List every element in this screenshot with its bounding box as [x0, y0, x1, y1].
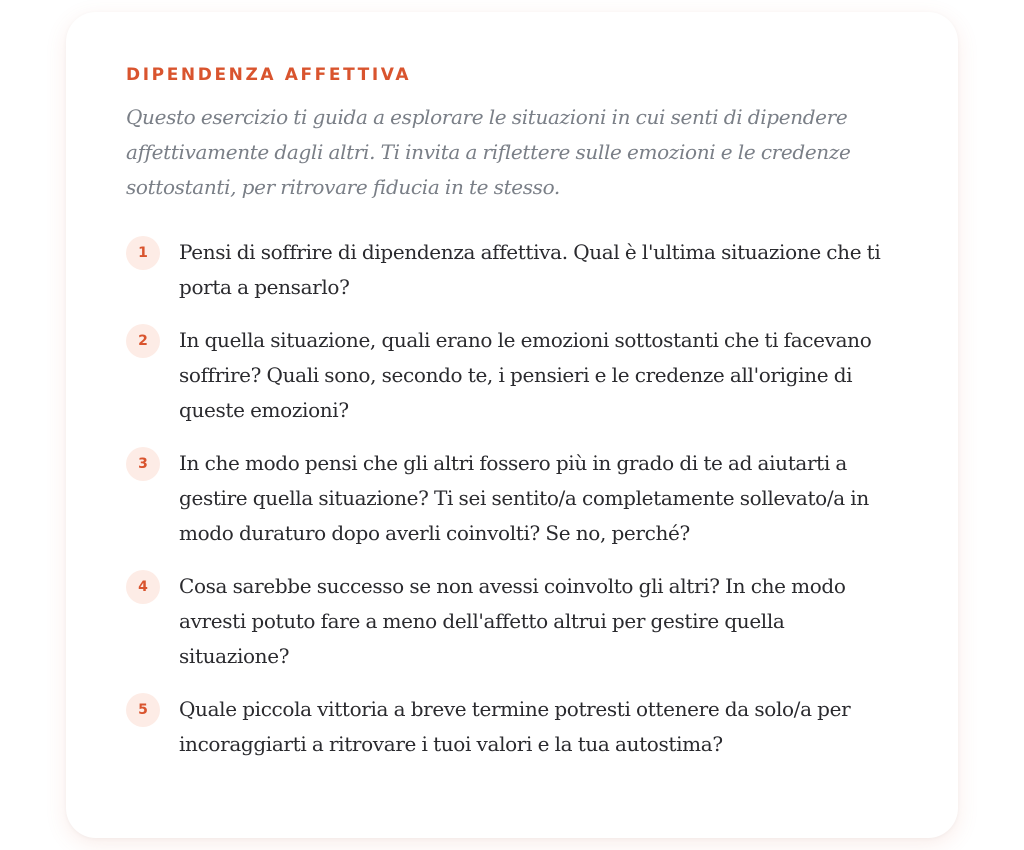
question-item [126, 446, 898, 551]
question-text: In quella situazione, quali erano le emozioni sottostanti che ti facevano soffrire? Quali sono, secondo te, i pensieri e le credenze all'origine di queste emozioni? [179, 328, 872, 422]
question-number-badge: 2 [126, 324, 160, 358]
question-number-badge: 4 [126, 570, 160, 604]
exercise-card [66, 12, 958, 838]
question-text: Quale piccola vittoria a breve termine potresti ottenere da solo/a per incoraggiarti a ritrovare i tuoi valori e la tua autostima? [179, 697, 851, 756]
question-item [126, 569, 898, 674]
exercise-category-title: DIPENDENZA AFFETTIVA [126, 65, 412, 85]
exercise-intro: Questo esercizio ti guida a esplorare le situazioni in cui senti di dipendere affettivamente dagli altri. Ti invita a riflettere sulle emozioni e le credenze sottostanti, per ritrovare fiducia in te stesso. [126, 105, 851, 199]
question-list [126, 235, 898, 762]
question-item [126, 323, 898, 428]
question-text: Pensi di soffrire di dipendenza affettiva. Qual è l'ultima situazione che ti porta a pensarlo? [179, 240, 881, 299]
question-item [126, 692, 898, 762]
question-item [126, 235, 898, 305]
question-text: In che modo pensi che gli altri fossero più in grado di te ad aiutarti a gestire quella situazione? Ti sei sentito/a completamente sollevato/a in modo duraturo dopo averli coinvolti? Se no, perché? [179, 451, 869, 545]
question-number-badge: 3 [126, 447, 160, 481]
question-number-badge: 1 [126, 236, 160, 270]
question-number-badge: 5 [126, 693, 160, 727]
question-text: Cosa sarebbe successo se non avessi coinvolto gli altri? In che modo avresti potuto fare a meno dell'affetto altrui per gestire quella situazione? [179, 574, 846, 668]
